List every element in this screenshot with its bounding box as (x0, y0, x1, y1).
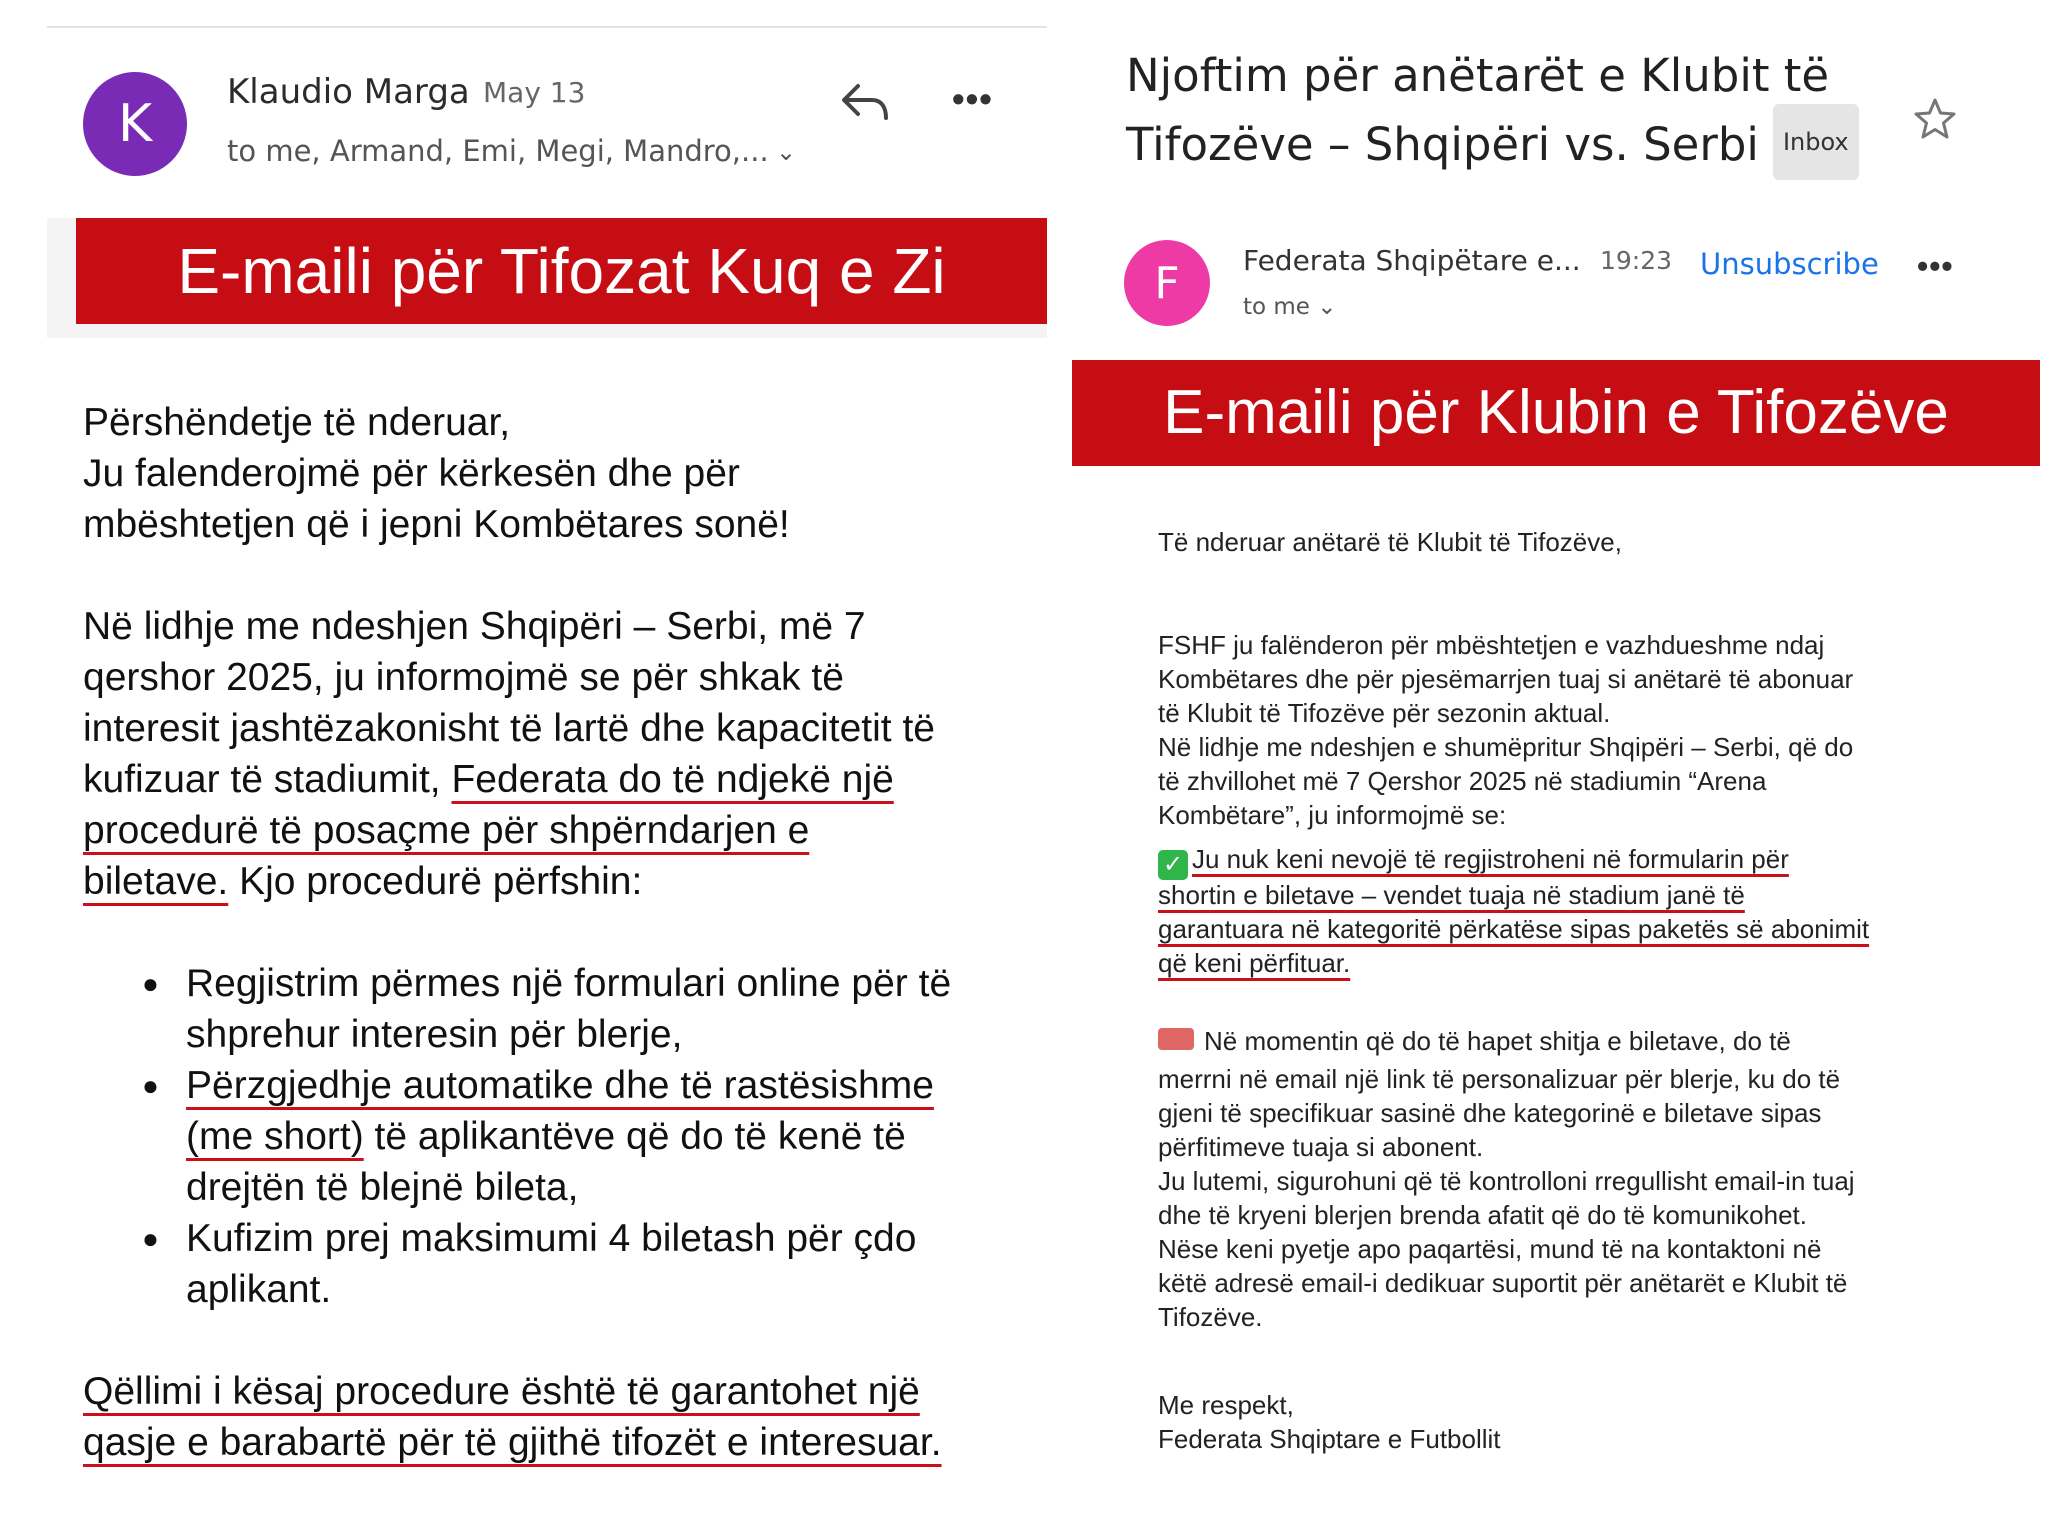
body-text: Në momentin që do të hapet shitja e biletave, do të (1204, 1026, 1791, 1056)
body-line (83, 754, 894, 805)
body-text: kufizuar të stadiumit, (83, 758, 452, 801)
signoff-line: Federata Shqiptare e Futbollit (1158, 1424, 1501, 1454)
avatar-initial: F (1154, 257, 1180, 309)
list-item-text: Regjistrim përmes një formulari online për të (186, 962, 952, 1005)
body-line: gjeni të specifikuar sasinë dhe kategorinë e biletave sipas (1158, 1098, 1822, 1128)
body-line: Tifozëve. (1158, 1302, 1263, 1332)
highlight-line (1158, 842, 1789, 880)
signoff-line: Me respekt, (1158, 1390, 1294, 1420)
body-text: të aplikantëve që do të kenë të (363, 1115, 906, 1158)
underlined-text: që keni përfituar. (1158, 948, 1351, 978)
underlined-text: procedurë të posaçme për shpërndarjen e (83, 809, 810, 852)
list-item (142, 958, 952, 1009)
avatar-initial: K (117, 94, 153, 154)
list-item-text: drejtën të blejnë bileta, (186, 1166, 579, 1209)
body-line: këtë adresë email-i dedikuar suportit për anëtarët e Klubit të (1158, 1268, 1848, 1298)
list-item-text (186, 1111, 906, 1162)
chevron-down-icon[interactable]: ⌄ (1317, 294, 1337, 320)
chevron-down-icon[interactable]: ⌄ (776, 139, 797, 166)
closing-line (83, 1366, 920, 1417)
greeting-line: mbështetjen që i jepni Kombëtares sonë! (83, 503, 790, 546)
avatar (83, 72, 187, 176)
greeting-line: Ju falenderojmë për kërkesën dhe për (83, 452, 740, 495)
star-icon[interactable] (1912, 96, 1958, 142)
unsubscribe-link[interactable]: Unsubscribe (1700, 247, 1879, 281)
bullet-icon: ● (142, 968, 159, 999)
underlined-text: Përzgjedhje automatike dhe të rastësishme (186, 1064, 934, 1107)
body-line: Në lidhje me ndeshjen e shumëpritur Shqipëri – Serbi, që do (1158, 732, 1854, 762)
left-banner: E-maili për Tifozat Kuq e Zi (76, 218, 1047, 324)
list-item (142, 1060, 934, 1111)
top-divider (47, 26, 1047, 28)
underlined-text: Qëllimi i kësaj procedure është të garantohet një (83, 1370, 920, 1413)
reply-icon[interactable] (838, 80, 892, 124)
list-item-text: Kufizim prej maksimumi 4 biletash për çdo (186, 1217, 917, 1260)
email-subject (1126, 42, 1859, 186)
subject-line-2 (1126, 110, 1859, 186)
sender-name[interactable]: Federata Shqipëtare e... (1243, 244, 1581, 277)
more-options-icon[interactable]: ••• (952, 78, 993, 119)
bullet-icon: ● (142, 1223, 159, 1254)
more-options-icon[interactable]: ••• (1917, 248, 1954, 284)
avatar (1124, 240, 1210, 326)
ticket-icon (1158, 1028, 1194, 1050)
closing-line (83, 1417, 942, 1468)
body-line: dhe të kryeni blerjen brenda afatit që do të komunikohet. (1158, 1200, 1807, 1230)
underlined-text: Federata do të ndjekë një (451, 758, 894, 801)
right-banner: E-maili për Klubin e Tifozëve (1072, 360, 2040, 466)
body-line: interesit jashtëzakonisht të lartë dhe kapacitetit të (83, 707, 935, 750)
underlined-text: biletave. (83, 860, 229, 903)
underlined-text: shortin e biletave – vendet tuaja në stadium janë të (1158, 880, 1745, 910)
body-line: Nëse keni pyetje apo paqartësi, mund të na kontaktoni në (1158, 1234, 1822, 1264)
underlined-text: (me short) (186, 1115, 364, 1158)
greeting-line: Të nderuar anëtarë të Klubit të Tifozëve, (1158, 527, 1622, 557)
highlight-line (1158, 878, 1745, 912)
body-line: të zhvillohet më 7 Qershor 2025 në stadiumin “Arena (1158, 766, 1767, 796)
bullet-icon: ● (142, 1070, 159, 1101)
recipients-list[interactable] (1243, 294, 1337, 320)
body-line: Kombëtare”, ju informojmë se: (1158, 800, 1507, 830)
subject-text: Tifozëve – Shqipëri vs. Serbi (1126, 118, 1759, 171)
sender-name[interactable]: Klaudio Marga (227, 72, 470, 112)
check-mark-icon: ✓ (1158, 850, 1188, 880)
recipients-text: to me (1243, 294, 1310, 320)
list-item (142, 1213, 917, 1264)
body-line: të Klubit të Tifozëve për sezonin aktual. (1158, 698, 1611, 728)
greeting-line: Përshëndetje të nderuar, (83, 401, 511, 444)
list-item-text: shprehur interesin për blerje, (186, 1013, 683, 1056)
recipients-list[interactable]: to me, Armand, Emi, Megi, Mandro,... (227, 134, 769, 168)
body-line: FSHF ju falënderon për mbështetjen e vazhdueshme ndaj (1158, 630, 1825, 660)
body-line: merrni në email një link të personalizuar për blerje, ku do të (1158, 1064, 1841, 1094)
list-item-text: aplikant. (186, 1268, 332, 1311)
subject-line: Njoftim për anëtarët e Klubit të (1126, 49, 1830, 102)
body-line: Kombëtares dhe për pjesëmarrjen tuaj si anëtarë të abonuar (1158, 664, 1854, 694)
body-line: përfitimeve tuaja si abonent. (1158, 1132, 1484, 1162)
highlight-line (1158, 912, 1869, 946)
underlined-text: Ju nuk keni nevojë të regjistroheni në formularin për (1192, 844, 1789, 874)
underlined-text: qasje e barabartë për të gjithë tifozët e interesuar. (83, 1421, 942, 1464)
email-date: May 13 (483, 76, 586, 109)
inbox-badge[interactable]: Inbox (1773, 104, 1859, 180)
body-line: qershor 2025, ju informojmë se për shkak të (83, 656, 844, 699)
body-line (1158, 1024, 1791, 1058)
email-time: 19:23 (1600, 246, 1673, 275)
body-line (83, 805, 809, 856)
body-text: Kjo procedurë përfshin: (228, 860, 643, 903)
body-line: Në lidhje me ndeshjen Shqipëri – Serbi, më 7 (83, 605, 866, 648)
highlight-line (1158, 946, 1350, 980)
body-line: Ju lutemi, sigurohuni që të kontrolloni rregullisht email-in tuaj (1158, 1166, 1855, 1196)
underlined-text: garantuara në kategoritë përkatëse sipas paketës së abonimit (1158, 914, 1870, 944)
body-line (83, 856, 642, 907)
